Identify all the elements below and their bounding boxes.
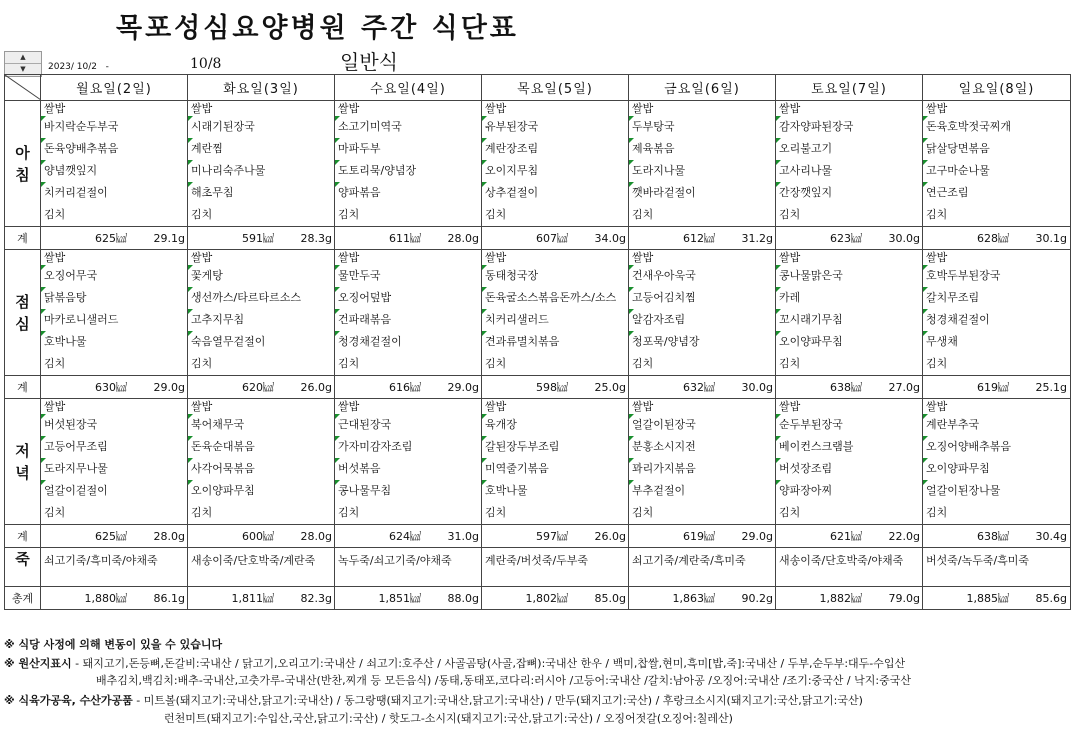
kcal-value: 616㎉ xyxy=(389,381,421,394)
dish-item: 부추겉절이 xyxy=(629,480,775,502)
dish-item: 도토리묵/양념장 xyxy=(335,160,481,182)
dish-item: 생선까스/타르타르소스 xyxy=(188,287,334,309)
dish-item: 근대된장국 xyxy=(335,414,481,436)
dish-item: 쌀밥 xyxy=(926,251,948,264)
date-start: 2023/ 10/2 xyxy=(48,62,98,72)
dish-item: 미나리숙주나물 xyxy=(188,160,334,182)
dish-item: 무생채 xyxy=(923,331,1070,353)
breakfast-cell xyxy=(41,101,188,227)
dish-item: 견과류멸치볶음 xyxy=(482,331,628,353)
dish-item: 마카로니샐러드 xyxy=(41,309,187,331)
dish-item: 갈치무조림 xyxy=(923,287,1070,309)
dish-item: 계란부추국 xyxy=(923,414,1070,436)
dinner-cell xyxy=(482,399,629,525)
dish-item: 김치 xyxy=(191,357,213,370)
dinner_sum-cell xyxy=(923,525,1071,548)
breakfast-cell xyxy=(482,101,629,227)
day-header: 월요일(2일) xyxy=(41,75,188,101)
lunch_sum-cell xyxy=(629,376,776,399)
dish-item: 얼갈이겉절이 xyxy=(41,480,187,502)
lunch_sum-cell xyxy=(335,376,482,399)
breakfast-row xyxy=(5,101,1071,227)
total_sum-cell xyxy=(629,587,776,610)
protein-value: 29.0g xyxy=(741,530,773,543)
dish-item: 오이양파무침 xyxy=(923,458,1070,480)
kcal-value: 598㎉ xyxy=(536,381,568,394)
total_sum-cell xyxy=(923,587,1071,610)
dish-item: 김치 xyxy=(485,208,507,221)
footer-note-3: ※ 식육가공육, 수산가공품 - 미트볼(돼지고기:국내산,닭고기:국내산) / 동그랑땡(돼지고기:국내산,닭고기:국내산) / 만두(돼지고기:국산) / 후랑크소시지(돼지고기:국산,닭고기:국산) xyxy=(4,694,863,707)
dish-item: 김치 xyxy=(632,506,654,519)
dish-item: 유부된장국 xyxy=(482,116,628,138)
protein-value: 30.4g xyxy=(1035,530,1067,543)
dish-item: 닭볶음탕 xyxy=(41,287,187,309)
protein-value: 30.0g xyxy=(888,232,920,245)
dish-item: 쌀밥 xyxy=(632,102,654,115)
dish-item: 쌀밥 xyxy=(338,102,360,115)
dish-item: 감자양파된장국 xyxy=(776,116,922,138)
dish-item: 깻바라겉절이 xyxy=(629,182,775,204)
dish-item: 꽃게탕 xyxy=(188,265,334,287)
kcal-value: 1,851㎉ xyxy=(378,592,421,605)
menu-table xyxy=(4,74,1071,610)
dinner-cell xyxy=(629,399,776,525)
breakfast-cell xyxy=(188,101,335,227)
protein-value: 34.0g xyxy=(594,232,626,245)
dish-item: 버섯장조림 xyxy=(776,458,922,480)
dish-item: 마파두부 xyxy=(335,138,481,160)
dish-item: 오징어덮밥 xyxy=(335,287,481,309)
dinner-cell xyxy=(41,399,188,525)
footer-note-1: ※ 식당 사정에 의해 변동이 있을 수 있습니다 xyxy=(4,638,223,651)
kcal-value: 624㎉ xyxy=(389,530,421,543)
protein-value: 29.1g xyxy=(153,232,185,245)
dish-item: 시래기된장국 xyxy=(188,116,334,138)
protein-value: 26.0g xyxy=(594,530,626,543)
dish-item: 김치 xyxy=(485,357,507,370)
protein-value: 28.0g xyxy=(447,232,479,245)
lunch-cell xyxy=(188,250,335,376)
kcal-value: 638㎉ xyxy=(830,381,862,394)
lunch-cell xyxy=(629,250,776,376)
dish-item: 고사리나물 xyxy=(776,160,922,182)
breakfast_sum-cell xyxy=(41,227,188,250)
dinner_sum-label: 계 xyxy=(5,525,41,548)
dish-item: 돈육굴소스볶음돈까스/소스 xyxy=(482,287,628,309)
dish-item: 미역줄기볶음 xyxy=(482,458,628,480)
dish-item: 김치 xyxy=(926,506,948,519)
corner-cell xyxy=(5,75,41,101)
dish-item: 호박나물 xyxy=(482,480,628,502)
protein-value: 28.0g xyxy=(153,530,185,543)
dish-item: 두부탕국 xyxy=(629,116,775,138)
day-header: 수요일(4일) xyxy=(335,75,482,101)
breakfast_sum-cell xyxy=(188,227,335,250)
dish-item: 쌀밥 xyxy=(485,400,507,413)
dish-item: 계란찜 xyxy=(188,138,334,160)
lunch-cell xyxy=(335,250,482,376)
footer-note-2-cont: 배추김치,백김치:배추-국내산,고춧가루-국내산(반찬,찌개 등 모든음식) /동태,동태포,코다리:러시아 /고등어:국내산 /갈치:남아공 /오징어:국내산 /조기:중국산 / 낙지:중국산 xyxy=(96,674,911,687)
dish-item: 제육볶음 xyxy=(629,138,775,160)
dish-item: 카레 xyxy=(776,287,922,309)
dish-item: 치커리겉절이 xyxy=(41,182,187,204)
dish-item: 갈된장두부조림 xyxy=(482,436,628,458)
dish-item: 양파볶음 xyxy=(335,182,481,204)
dinner-cell xyxy=(335,399,482,525)
total_sum-cell xyxy=(335,587,482,610)
lunch-cell xyxy=(923,250,1071,376)
dish-item: 김치 xyxy=(44,506,66,519)
dish-item: 오징어무국 xyxy=(41,265,187,287)
spinner-up-icon[interactable]: ▲ xyxy=(5,52,41,64)
dish-item: 순두부된장국 xyxy=(776,414,922,436)
dish-item: 건파래볶음 xyxy=(335,309,481,331)
kcal-value: 623㎉ xyxy=(830,232,862,245)
dish-item: 돈육호박젓국찌개 xyxy=(923,116,1070,138)
dish-item: 도라지나물 xyxy=(629,160,775,182)
dish-item: 호박두부된장국 xyxy=(923,265,1070,287)
dish-item: 고추지무침 xyxy=(188,309,334,331)
kcal-value: 591㎉ xyxy=(242,232,274,245)
dish-item: 김치 xyxy=(44,208,66,221)
dish-item: 쌀밥 xyxy=(779,251,801,264)
protein-value: 31.2g xyxy=(741,232,773,245)
dish-item: 쌀밥 xyxy=(926,102,948,115)
kcal-value: 611㎉ xyxy=(389,232,421,245)
dish-item: 북어채무국 xyxy=(188,414,334,436)
dish-item: 양파장아찌 xyxy=(776,480,922,502)
protein-value: 29.0g xyxy=(447,381,479,394)
dish-item: 김치 xyxy=(779,506,801,519)
dish-item: 쌀밥 xyxy=(485,251,507,264)
dish-item: 오징어양배추볶음 xyxy=(923,436,1070,458)
protein-value: 30.1g xyxy=(1035,232,1067,245)
total_sum-cell xyxy=(41,587,188,610)
breakfast_sum-cell xyxy=(923,227,1071,250)
kcal-value: 625㎉ xyxy=(95,232,127,245)
total_sum-cell xyxy=(482,587,629,610)
lunch-cell xyxy=(41,250,188,376)
protein-value: 28.3g xyxy=(300,232,332,245)
kcal-value: 1,863㎉ xyxy=(672,592,715,605)
kcal-value: 619㎉ xyxy=(683,530,715,543)
dish-item: 김치 xyxy=(926,357,948,370)
dish-item: 쌀밥 xyxy=(44,400,66,413)
dinner_sum-cell xyxy=(188,525,335,548)
dish-item: 오이양파무침 xyxy=(188,480,334,502)
dish-item: 호박나물 xyxy=(41,331,187,353)
porridge-row xyxy=(5,548,1071,587)
dish-item: 쌀밥 xyxy=(191,251,213,264)
dish-item: 돈육순대볶음 xyxy=(188,436,334,458)
dish-item: 쌀밥 xyxy=(191,102,213,115)
dish-item: 건새우아욱국 xyxy=(629,265,775,287)
dish-item: 고등어김치찜 xyxy=(629,287,775,309)
dish-item: 쌀밥 xyxy=(191,400,213,413)
dinner-label: 저 녁 xyxy=(5,399,41,525)
dish-item: 물만두국 xyxy=(335,265,481,287)
dish-item: 쌀밥 xyxy=(632,400,654,413)
dish-item: 간장깻잎지 xyxy=(776,182,922,204)
dinner-cell xyxy=(188,399,335,525)
porridge-cell: 계란죽/버섯죽/두부죽 xyxy=(482,548,629,587)
dinner-cell xyxy=(776,399,923,525)
kcal-value: 625㎉ xyxy=(95,530,127,543)
dinner_sum-cell xyxy=(482,525,629,548)
dish-item: 고구마순나물 xyxy=(923,160,1070,182)
breakfast_sum-cell xyxy=(776,227,923,250)
kcal-value: 612㎉ xyxy=(683,232,715,245)
protein-value: 26.0g xyxy=(300,381,332,394)
dish-item: 육개장 xyxy=(482,414,628,436)
dish-item: 콩나물맑은국 xyxy=(776,265,922,287)
dish-item: 김치 xyxy=(632,208,654,221)
dish-item: 꽈리가지볶음 xyxy=(629,458,775,480)
breakfast-cell xyxy=(923,101,1071,227)
lunch_sum-cell xyxy=(41,376,188,399)
dish-item: 청포묵/양념장 xyxy=(629,331,775,353)
protein-value: 82.3g xyxy=(300,592,332,605)
breakfast_sum-cell xyxy=(335,227,482,250)
porridge-cell: 쇠고기죽/계란죽/흑미죽 xyxy=(629,548,776,587)
porridge-cell: 녹두죽/쇠고기죽/야채죽 xyxy=(335,548,482,587)
dish-item: 도라지무나물 xyxy=(41,458,187,480)
spinner-down-icon[interactable]: ▼ xyxy=(20,65,26,73)
protein-value: 79.0g xyxy=(888,592,920,605)
breakfast_sum-label: 계 xyxy=(5,227,41,250)
dish-item: 알감자조림 xyxy=(629,309,775,331)
lunch-label: 점 심 xyxy=(5,250,41,376)
day-header: 토요일(7일) xyxy=(776,75,923,101)
footer-note-3-cont: 런천미트(돼지고기:수입산,국산,닭고기:국산) / 핫도그-소시지(돼지고기:국산,닭고기:국산) / 오징어젓갈(오징어:칠레산) xyxy=(164,712,733,725)
dish-item: 쌀밥 xyxy=(485,102,507,115)
dish-item: 김치 xyxy=(191,208,213,221)
dish-item: 상추겉절이 xyxy=(482,182,628,204)
dish-item: 얼갈이된장국 xyxy=(629,414,775,436)
dish-item: 바지락순두부국 xyxy=(41,116,187,138)
diagonal-line xyxy=(5,75,41,100)
breakfast_sum-cell xyxy=(629,227,776,250)
dinner_sum-cell xyxy=(41,525,188,548)
kcal-value: 607㎉ xyxy=(536,232,568,245)
protein-value: 86.1g xyxy=(153,592,185,605)
dish-item: 쌀밥 xyxy=(338,251,360,264)
dish-item: 사각어묵볶음 xyxy=(188,458,334,480)
kcal-value: 1,880㎉ xyxy=(84,592,127,605)
dish-item: 동태청국장 xyxy=(482,265,628,287)
breakfast-cell xyxy=(776,101,923,227)
dinner_sum-cell xyxy=(629,525,776,548)
dish-item: 김치 xyxy=(779,357,801,370)
total_sum-label: 총계 xyxy=(5,587,41,610)
dish-item: 버섯된장국 xyxy=(41,414,187,436)
total_sum-cell xyxy=(776,587,923,610)
dish-item: 치커리샐러드 xyxy=(482,309,628,331)
porridge-label: 죽 xyxy=(5,548,41,587)
protein-value: 22.0g xyxy=(888,530,920,543)
dish-item: 꼬시래기무침 xyxy=(776,309,922,331)
protein-value: 28.0g xyxy=(300,530,332,543)
lunch_sum-cell xyxy=(776,376,923,399)
footer-note-2: ※ 원산지표시 - 돼지고기,돈등뼈,돈갈비:국내산 / 닭고기,오리고기:국내산 / 쇠고기:호주산 / 사골곰탕(사골,잡뼈):국내산 한우 / 백미,찹쌀,현미,흑미[밥,죽]:국내산 / 두부,순두부:대두-수입산 xyxy=(4,657,906,670)
dinner_sum-cell xyxy=(335,525,482,548)
dish-item: 베이컨스크램블 xyxy=(776,436,922,458)
breakfast-cell xyxy=(629,101,776,227)
dish-item: 쌀밥 xyxy=(44,102,66,115)
dish-item: 쌀밥 xyxy=(338,400,360,413)
lunch_sum-cell xyxy=(188,376,335,399)
day-header: 화요일(3일) xyxy=(188,75,335,101)
porridge-cell: 새송이죽/단호박죽/야채죽 xyxy=(776,548,923,587)
kcal-value: 638㎉ xyxy=(977,530,1009,543)
lunch_sum-cell xyxy=(482,376,629,399)
porridge-cell: 쇠고기죽/흑미죽/야채죽 xyxy=(41,548,188,587)
dish-item: 김치 xyxy=(485,506,507,519)
protein-value: 25.1g xyxy=(1035,381,1067,394)
date-range xyxy=(48,62,109,72)
dinner_sum-row xyxy=(5,525,1071,548)
kcal-value: 1,882㎉ xyxy=(819,592,862,605)
protein-value: 31.0g xyxy=(447,530,479,543)
page-title: 목포성심요양병원 주간 식단표 xyxy=(116,13,519,44)
dish-item: 오리불고기 xyxy=(776,138,922,160)
breakfast-cell xyxy=(335,101,482,227)
dish-item: 청경채겉절이 xyxy=(335,331,481,353)
dish-item: 쌀밥 xyxy=(632,251,654,264)
dish-item: 김치 xyxy=(926,208,948,221)
protein-value: 30.0g xyxy=(741,381,773,394)
kcal-value: 619㎉ xyxy=(977,381,1009,394)
dish-item: 고등어무조림 xyxy=(41,436,187,458)
dish-item: 쌀밥 xyxy=(779,400,801,413)
lunch-cell xyxy=(776,250,923,376)
kcal-value: 1,802㎉ xyxy=(525,592,568,605)
kcal-value: 628㎉ xyxy=(977,232,1009,245)
lunch_sum-label: 계 xyxy=(5,376,41,399)
menu-type: 일반식 xyxy=(340,50,398,74)
kcal-value: 621㎉ xyxy=(830,530,862,543)
kcal-value: 632㎉ xyxy=(683,381,715,394)
dish-item: 해초무침 xyxy=(188,182,334,204)
day-header: 금요일(6일) xyxy=(629,75,776,101)
kcal-value: 1,885㎉ xyxy=(966,592,1009,605)
total_sum-row xyxy=(5,587,1071,610)
dish-item: 분홍소시지전 xyxy=(629,436,775,458)
dish-item: 김치 xyxy=(338,357,360,370)
dinner-cell xyxy=(923,399,1071,525)
dish-item: 김치 xyxy=(191,506,213,519)
lunch_sum-row xyxy=(5,376,1071,399)
dinner_sum-cell xyxy=(776,525,923,548)
dish-item: 김치 xyxy=(338,208,360,221)
dish-item: 숙음열무겉절이 xyxy=(188,331,334,353)
dish-item: 닭살당면볶음 xyxy=(923,138,1070,160)
protein-value: 90.2g xyxy=(741,592,773,605)
dish-item: 김치 xyxy=(338,506,360,519)
dish-item: 김치 xyxy=(44,357,66,370)
kcal-value: 600㎉ xyxy=(242,530,274,543)
protein-value: 25.0g xyxy=(594,381,626,394)
day-header: 일요일(8일) xyxy=(923,75,1071,101)
dish-item: 김치 xyxy=(632,357,654,370)
lunch_sum-cell xyxy=(923,376,1071,399)
dish-item: 쌀밥 xyxy=(779,102,801,115)
lunch-cell xyxy=(482,250,629,376)
dish-item: 오이양파무침 xyxy=(776,331,922,353)
dish-item: 청경채겉절이 xyxy=(923,309,1070,331)
dinner-row xyxy=(5,399,1071,525)
kcal-value: 620㎉ xyxy=(242,381,274,394)
kcal-value: 1,811㎉ xyxy=(231,592,274,605)
dish-item: 소고기미역국 xyxy=(335,116,481,138)
protein-value: 29.0g xyxy=(153,381,185,394)
dish-item: 버섯볶음 xyxy=(335,458,481,480)
breakfast_sum-cell xyxy=(482,227,629,250)
day-header-row xyxy=(5,75,1071,101)
dish-item: 오이지무침 xyxy=(482,160,628,182)
protein-value: 88.0g xyxy=(447,592,479,605)
dish-item: 쌀밥 xyxy=(44,251,66,264)
protein-value: 27.0g xyxy=(888,381,920,394)
dish-item: 김치 xyxy=(779,208,801,221)
lunch-row xyxy=(5,250,1071,376)
total_sum-cell xyxy=(188,587,335,610)
dish-item: 돈육양배추볶음 xyxy=(41,138,187,160)
dish-item: 콩나물무침 xyxy=(335,480,481,502)
dish-item: 연근조림 xyxy=(923,182,1070,204)
kcal-value: 597㎉ xyxy=(536,530,568,543)
kcal-value: 630㎉ xyxy=(95,381,127,394)
protein-value: 85.6g xyxy=(1035,592,1067,605)
protein-value: 85.0g xyxy=(594,592,626,605)
dish-item: 가자미감자조림 xyxy=(335,436,481,458)
day-header: 목요일(5일) xyxy=(482,75,629,101)
dish-item: 양념깻잎지 xyxy=(41,160,187,182)
breakfast-label: 아 침 xyxy=(5,101,41,227)
porridge-cell: 새송이죽/단호박죽/계란죽 xyxy=(188,548,335,587)
dish-item: 얼갈이된장나물 xyxy=(923,480,1070,502)
breakfast_sum-row xyxy=(5,227,1071,250)
date-separator: - xyxy=(105,62,109,72)
dish-item: 쌀밥 xyxy=(926,400,948,413)
porridge-cell: 버섯죽/녹두죽/흑미죽 xyxy=(923,548,1071,587)
dish-item: 계란장조림 xyxy=(482,138,628,160)
date-end: 10/8 xyxy=(190,56,222,72)
